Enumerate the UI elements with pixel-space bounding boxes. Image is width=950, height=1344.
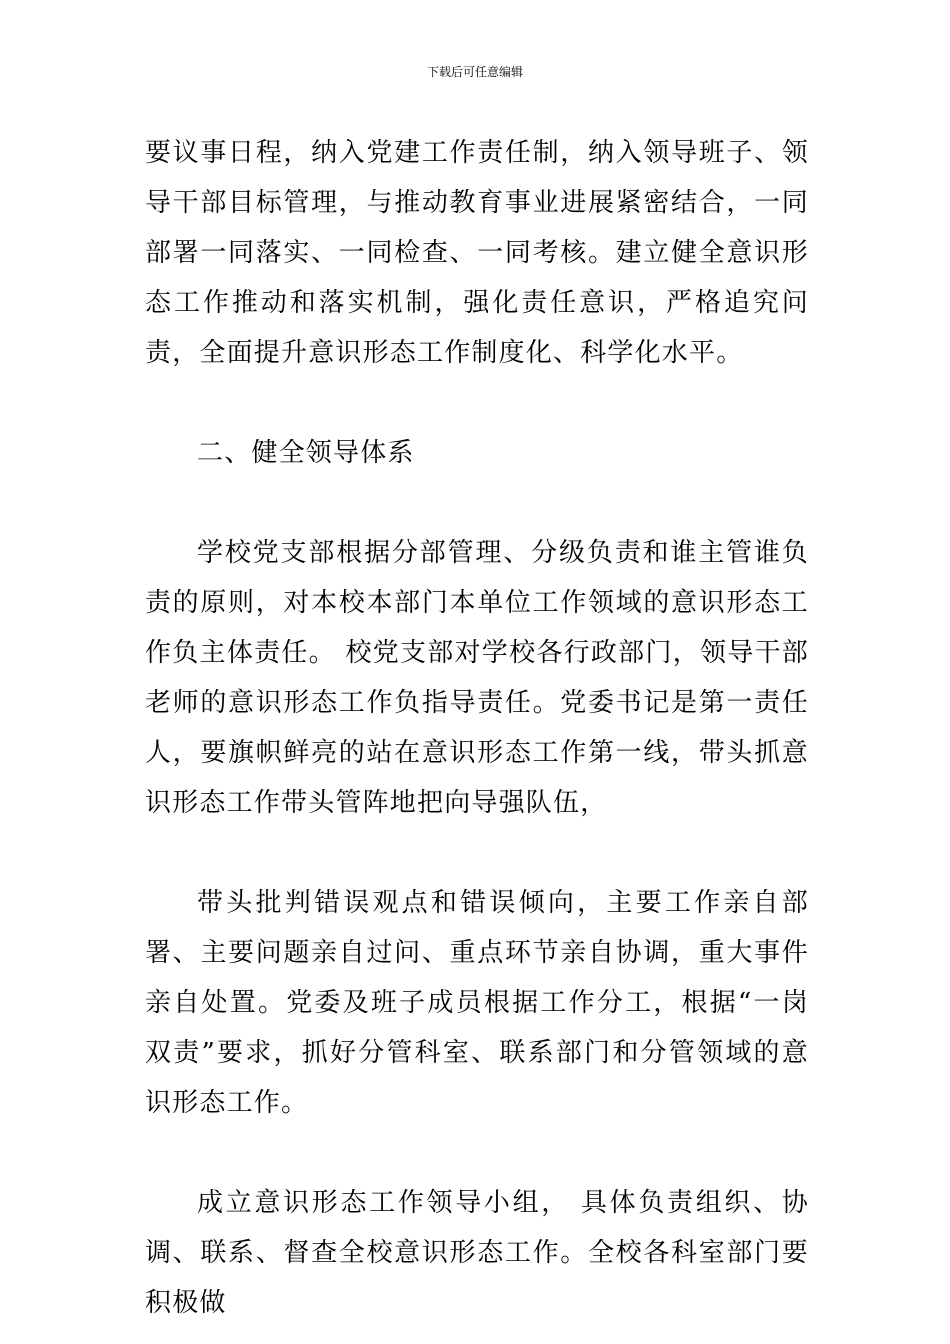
document-body (145, 128, 809, 1328)
paragraph-lead-criticism: 带头批判错误观点和错误倾向，主要工作亲自部署、主要问题亲自过问、重点环节亲自协调，重大事件亲自处置。党委及班子成员根据工作分工，根据“一岗双责”要求，抓好分管科室、联系部门和分管领域的意识形态工作。 (145, 888, 809, 1118)
paragraph-continuation: 要议事日程，纳入党建工作责任制，纳入领导班子、领导干部目标管理，与推动教育事业进展紧密结合，一同部署一同落实、一同检查、一同考核。建立健全意识形态工作推动和落实机制，强化责任意识，严格追究问责，全面提升意识形态工作制度化、科学化水平。 (145, 138, 809, 368)
paragraph-leading-group: 成立意识形态工作领导小组， 具体负责组织、协调、联系、督查全校意识形态工作。全校各科室部门要积极做 (145, 1188, 809, 1318)
paragraph-gap (145, 828, 809, 878)
paragraph-party-branch: 学校党支部根据分部管理、分级负责和谁主管谁负责的原则，对本校本部门本单位工作领域的意识形态工作负主体责任。 校党支部对学校各行政部门，领导干部老师的意识形态工作负指导责任。党委书记是第一责任人，要旗帜鲜亮的站在意识形态工作第一线，带头抓意识形态工作带头管阵地把向导强队伍， (145, 538, 809, 818)
section-heading: 二、健全领导体系 (197, 438, 415, 468)
paragraph-gap (145, 478, 809, 528)
paragraph-gap (145, 378, 809, 428)
header-note: 下载后可任意编辑 (426, 65, 523, 79)
paragraph-gap (145, 1128, 809, 1178)
